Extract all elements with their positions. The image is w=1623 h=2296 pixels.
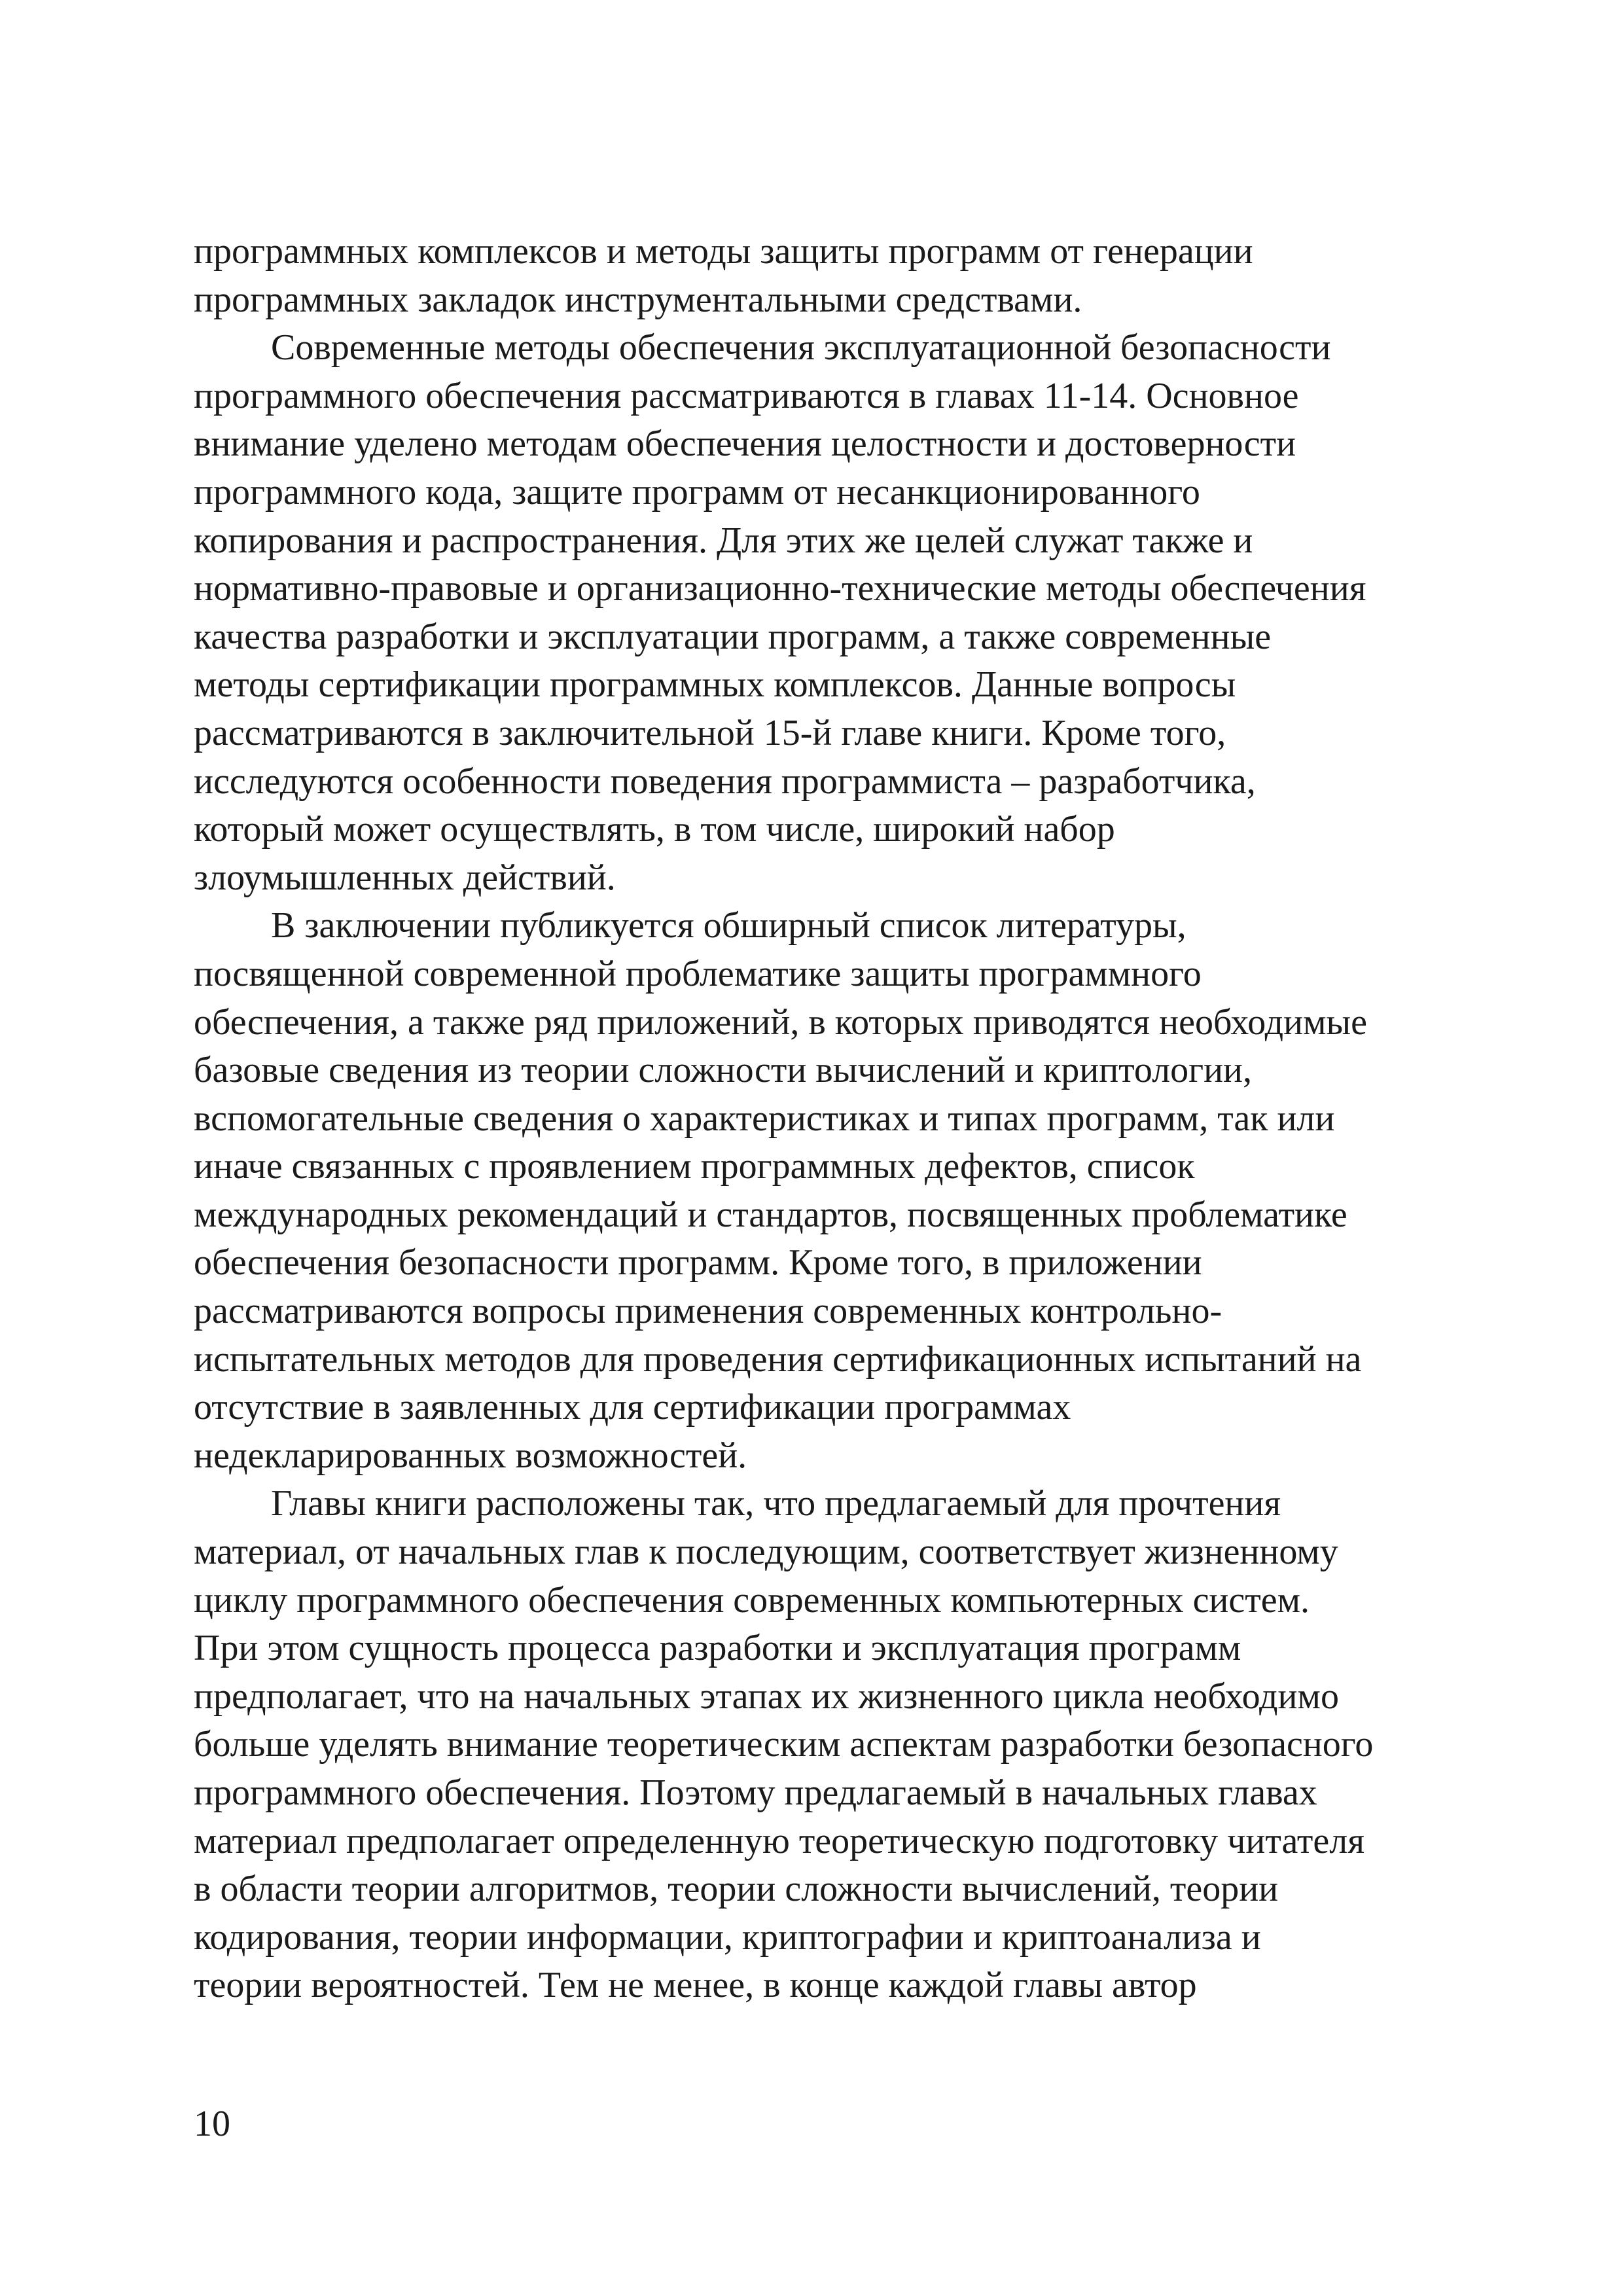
text-line: циклу программного обеспечения современных компьютерных систем. (194, 1579, 1310, 1621)
text-line: материал предполагает определенную теоретическую подготовку читателя (194, 1820, 1364, 1861)
paragraph-chapter-order (194, 1480, 1445, 2010)
text-line: исследуются особенности поведения программиста – разработчика, (194, 761, 1256, 802)
text-line: копирования и распространения. Для этих же целей служат также и (194, 520, 1253, 561)
text-line: рассматриваются вопросы применения современных контрольно- (194, 1291, 1222, 1332)
text-line: посвященной современной проблематике защиты программного (194, 953, 1202, 994)
page-number: 10 (194, 2104, 230, 2144)
text-line: рассматриваются в заключительной 15-й главе книги. Кроме того, (194, 712, 1226, 753)
text-line: Главы книги расположены так, что предлагаемый для прочтения (271, 1483, 1281, 1524)
text-line: нормативно-правовые и организационно-технические методы обеспечения (194, 568, 1366, 609)
text-line: кодирования, теории информации, криптографии и криптоанализа и (194, 1916, 1261, 1958)
text-line: При этом сущность процесса разработки и эксплуатация программ (194, 1628, 1241, 1669)
text-line: программного обеспечения. Поэтому предлагаемый в начальных главах (194, 1772, 1317, 1813)
text-line: злоумышленных действий. (194, 857, 616, 898)
text-line: методы сертификации программных комплексов. Данные вопросы (194, 664, 1236, 706)
text-line: базовые сведения из теории сложности вычислений и криптологии, (194, 1050, 1253, 1091)
text-line: программных закладок инструментальными средствами. (194, 279, 1082, 320)
text-line: предполагает, что на начальных этапах их жизненного цикла необходимо (194, 1676, 1339, 1717)
text-line: материал, от начальных глав к последующим, соответствует жизненному (194, 1532, 1338, 1573)
text-line: в области теории алгоритмов, теории сложности вычислений, теории (194, 1869, 1279, 1910)
text-line: программных комплексов и методы защиты программ от генерации (194, 231, 1253, 272)
text-line: отсутствие в заявленных для сертификации программах (194, 1387, 1071, 1428)
paragraph-operational-security (194, 324, 1445, 902)
text-line: международных рекомендаций и стандартов, посвященных проблематике (194, 1194, 1347, 1235)
text-line: больше уделять внимание теоретическим аспектам разработки безопасного (194, 1724, 1374, 1765)
text-line: испытательных методов для проведения сертификационных испытаний на (194, 1338, 1362, 1380)
text-line: иначе связанных с проявлением программных дефектов, список (194, 1146, 1195, 1187)
text-line: программного кода, защите программ от несанкционированного (194, 471, 1200, 512)
paragraph-continuation (194, 228, 1445, 324)
text-line: недекларированных возможностей. (194, 1435, 747, 1476)
text-line: обеспечения безопасности программ. Кроме того, в приложении (194, 1242, 1202, 1283)
paragraph-conclusion (194, 902, 1445, 1480)
text-line: В заключении публикуется обширный список литературы, (271, 905, 1186, 946)
text-line: программного обеспечения рассматриваются в главах 11-14. Основное (194, 375, 1299, 416)
text-line: Современные методы обеспечения эксплуатационной безопасности (271, 327, 1331, 368)
text-line: теории вероятностей. Тем не менее, в конце каждой главы автор (194, 1965, 1197, 2006)
text-line: внимание уделено методам обеспечения целостности и достоверности (194, 423, 1296, 465)
text-line: обеспечения, а также ряд приложений, в которых приводятся необходимые (194, 1001, 1367, 1043)
text-line: вспомогательные сведения о характеристиках и типах программ, так или (194, 1098, 1335, 1139)
text-line: который может осуществлять, в том числе, широкий набор (194, 809, 1115, 850)
text-line: качества разработки и эксплуатации программ, а также современные (194, 616, 1272, 657)
body-text (194, 228, 1445, 2010)
